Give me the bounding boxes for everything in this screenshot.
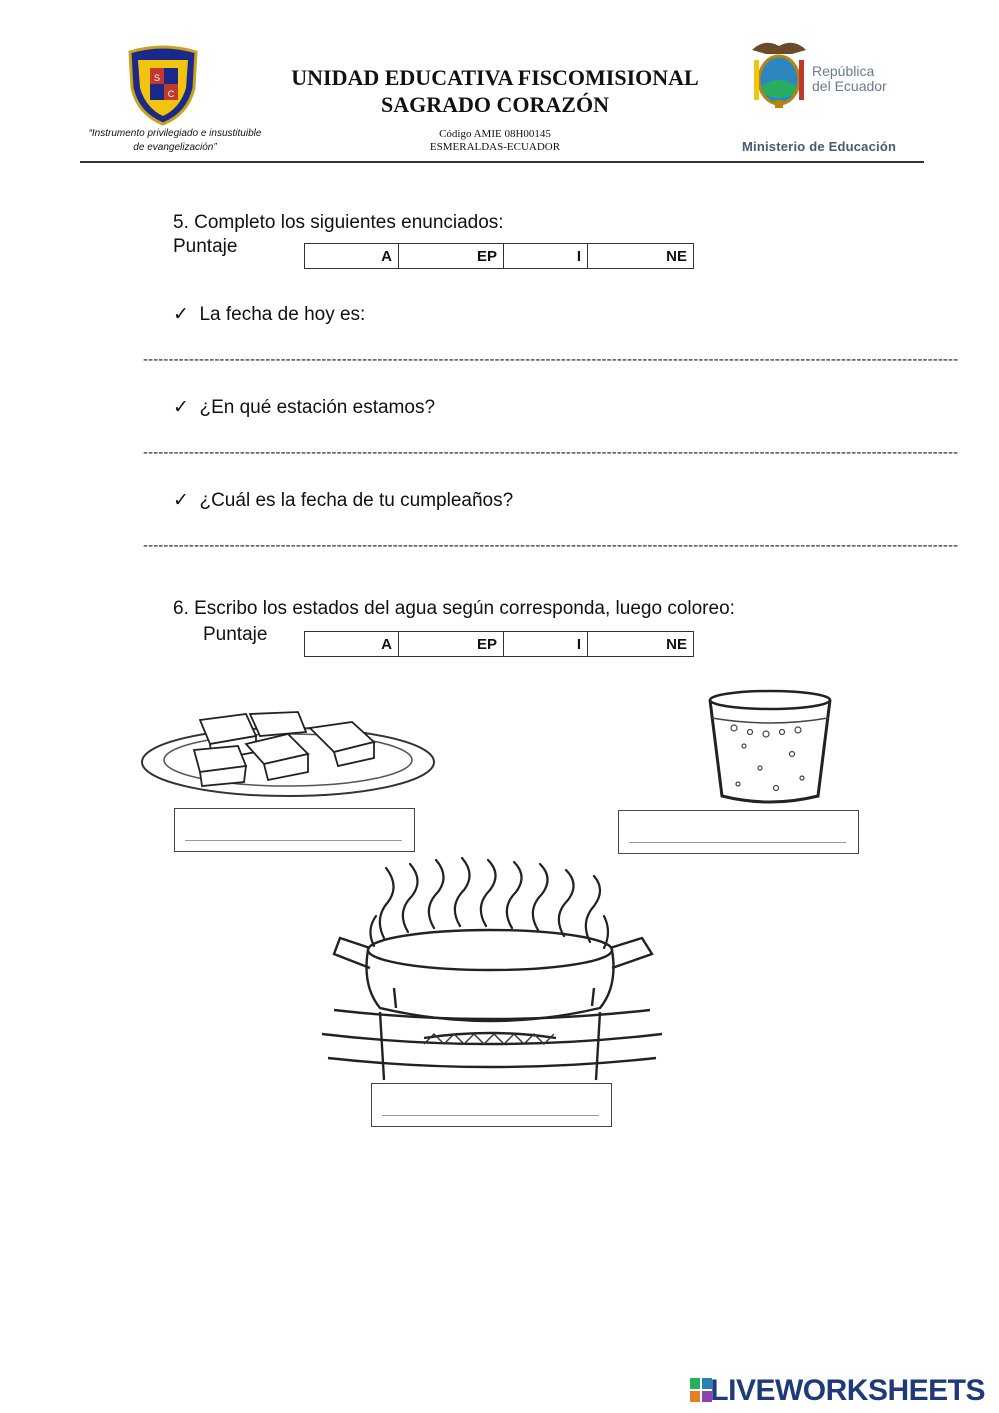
check-icon: ✓ — [173, 397, 189, 418]
score-cell-ne[interactable]: NE — [588, 244, 694, 269]
ministry-label: Ministerio de Educación — [742, 139, 897, 154]
score-cell-a[interactable]: A — [305, 632, 399, 657]
check-icon: ✓ — [173, 490, 189, 511]
answer-underline — [629, 842, 846, 843]
school-crest-icon — [124, 44, 202, 126]
question-2 — [173, 397, 435, 419]
school-title-line-1: UNIDAD EDUCATIVA FISCOMISIONAL — [291, 65, 699, 90]
answer-box-gas[interactable] — [371, 1083, 612, 1127]
ice-cubes-plate-icon — [138, 700, 440, 800]
answer-box-solid[interactable] — [174, 808, 415, 852]
answer-underline — [185, 840, 402, 841]
school-location: ESMERALDAS-ECUADOR — [429, 141, 561, 153]
question-3 — [173, 490, 513, 512]
republica-line-2: del Ecuador — [812, 78, 887, 94]
score-cell-ep[interactable]: EP — [399, 632, 504, 657]
answer-underline — [382, 1115, 599, 1116]
crest-letter-c: C — [167, 89, 175, 99]
republica-line-1: República — [812, 63, 875, 79]
score-cell-a[interactable]: A — [305, 244, 399, 269]
question-1-text: La fecha de hoy es: — [199, 304, 366, 325]
motto-line-1: “Instrumento privilegiado e insustituible — [88, 128, 262, 139]
ecuador-coat-of-arms-icon — [748, 38, 810, 110]
amie-code: Código AMIE 08H00145 — [439, 128, 551, 140]
section6-score-label: Puntaje — [203, 624, 268, 645]
glass-of-water-icon — [704, 688, 836, 808]
question-1 — [173, 304, 365, 326]
school-title-line-2: SAGRADO CORAZÓN — [381, 92, 609, 117]
school-code-block — [350, 128, 640, 154]
section5-title: 5. Completo los siguientes enunciados: — [173, 212, 504, 233]
crest-letter-s: S — [153, 73, 161, 83]
answer-line-3[interactable]: ---------------------------------------------------------------------------------------------------------------------------------------------------------------- — [143, 537, 959, 554]
score-cell-ne[interactable]: NE — [588, 632, 694, 657]
section5-score-table — [304, 243, 694, 269]
section6-score-table — [304, 631, 694, 657]
answer-line-2[interactable]: ---------------------------------------------------------------------------------------------------------------------------------------------------------------- — [143, 444, 959, 461]
boiling-pot-icon — [314, 858, 670, 1084]
answer-box-liquid[interactable] — [618, 810, 859, 854]
check-icon: ✓ — [173, 304, 189, 325]
answer-line-1[interactable]: ---------------------------------------------------------------------------------------------------------------------------------------------------------------- — [143, 351, 959, 368]
republica-ecuador-label — [812, 64, 887, 94]
section6-title: 6. Escribo los estados del agua según corresponda, luego coloreo: — [173, 598, 735, 619]
school-title — [250, 64, 740, 118]
question-2-text: ¿En qué estación estamos? — [199, 397, 436, 418]
motto-line-2: de evangelización” — [133, 142, 217, 153]
question-3-text: ¿Cuál es la fecha de tu cumpleaños? — [199, 490, 514, 511]
score-cell-ep[interactable]: EP — [399, 244, 504, 269]
liveworksheets-brand[interactable]: LIVEWORKSHEETS — [710, 1374, 985, 1407]
section5-score-label: Puntaje — [173, 236, 238, 257]
liveworksheets-logo-icon — [690, 1378, 712, 1402]
score-cell-i[interactable]: I — [504, 244, 588, 269]
score-cell-i[interactable]: I — [504, 632, 588, 657]
school-motto — [70, 127, 280, 155]
header-divider — [80, 161, 924, 163]
